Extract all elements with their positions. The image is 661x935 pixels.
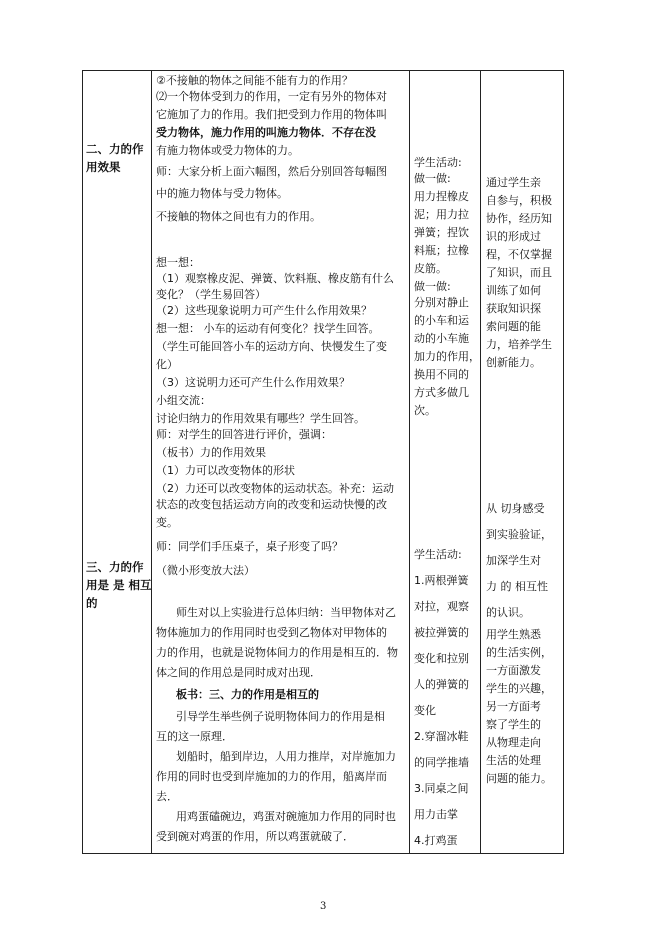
text-line: ②不接触的物体之间能不能有力的作用？ <box>156 74 353 87</box>
text-line: 想一想： 小车的运动有何变化？找学生回答。 <box>156 322 380 335</box>
text-line: 师生对以上实验进行总体归纳：当甲物体对乙 <box>176 606 396 619</box>
text-line: 用鸡蛋磕碗边，鸡蛋对碗施加力作用的同时也 <box>176 810 396 823</box>
activity-line: 弹簧；捏饮 <box>414 226 469 239</box>
text-line: 不接触的物体之间也有力的作用。 <box>156 210 321 223</box>
text-line: 划船时，船到岸边，人用力推岸，对岸施加力 <box>176 750 396 763</box>
intent-line: 加深学生对 <box>486 554 541 567</box>
intent-line: 自参与，积极 <box>486 194 552 207</box>
section-title-column <box>82 70 152 854</box>
activity-line: 学生活动: <box>414 156 462 169</box>
text-line: 有施力物体或受力物体的力。 <box>156 144 299 157</box>
text-line: 小组交流： <box>156 394 211 407</box>
intent-line: 协作，经历知 <box>486 212 552 225</box>
text-line: 状态的改变包括运动方向的改变和运动快慢的改 <box>156 498 387 511</box>
text-line: 物体施加力的作用同时也受到乙物体对甲物体的 <box>156 626 387 639</box>
text-line: （3）这说明力还可产生什么作用效果？ <box>156 376 350 389</box>
intent-line: 用学生熟悉 <box>486 628 541 641</box>
text-line: 引导学生举些例子说明物体间力的作用是相 <box>176 710 385 723</box>
activity-line: 动的小车施 <box>414 332 469 345</box>
text-line: 作用的同时也受到岸施加的力的作用，船离岸而 <box>156 770 387 783</box>
activity-line: 换用不同的 <box>414 368 469 381</box>
section3-title-line3: 的 <box>86 596 98 610</box>
intent-line: 从物理走向 <box>486 736 541 749</box>
section3-title-line1: 三、力的作 <box>86 560 144 574</box>
activity-line: 用力捏橡皮 <box>414 190 469 203</box>
activity-line: 变化 <box>414 704 436 717</box>
text-line: 化） <box>156 358 178 371</box>
text-line: 互的这一原理． <box>156 730 233 743</box>
intent-line: 从 切身感受 <box>486 502 545 515</box>
intent-line: 索问题的能 <box>486 320 541 333</box>
text-line: 力的作用，也就是说物体间力的作用是相互的．物 <box>156 646 398 659</box>
text-line: 变。 <box>156 516 178 529</box>
intent-line: 到实验验证， <box>486 528 552 541</box>
activity-line: 皮筋。 <box>414 262 447 275</box>
intent-line: 学生的兴趣， <box>486 682 552 695</box>
intent-line: 生活的处理 <box>486 754 541 767</box>
section3-title-line2: 用是 是 相互 <box>86 578 152 592</box>
text-line: 讨论归纳力的作用效果有哪些？学生回答。 <box>156 412 365 425</box>
text-line: （板书）力的作用效果 <box>156 446 266 459</box>
blackboard-heading: 板书：三、力的作用是相互的 <box>176 688 319 701</box>
activity-line: 学生活动: <box>414 548 462 561</box>
activity-line: 方式多做几 <box>414 386 469 399</box>
text-line: 变化？（学生易回答） <box>156 288 266 301</box>
intent-line: 训练了如何 <box>486 284 541 297</box>
text-line: 师：同学们手压桌子，桌子形变了吗？ <box>156 540 343 553</box>
activity-line: 的同学推墙 <box>414 756 469 769</box>
intent-line: 察了学生的 <box>486 718 541 731</box>
intent-line: 力，培养学生 <box>486 338 552 351</box>
activity-line: 做一做: <box>414 172 451 185</box>
activity-line: 3.同桌之间 <box>414 782 469 795</box>
text-line: 想一想： <box>156 256 200 269</box>
text-line: 体之间的作用总是同时成对出现． <box>156 666 321 679</box>
activity-line: 加力的作用， <box>414 350 480 363</box>
intent-line: 获取知识探 <box>486 302 541 315</box>
activity-line: 用力击掌 <box>414 808 458 821</box>
activity-line: 泥；用力拉 <box>414 208 469 221</box>
intent-line: 的生活实例， <box>486 646 552 659</box>
activity-line: 料瓶；拉橡 <box>414 244 469 257</box>
intent-line: 一方面激发 <box>486 664 541 677</box>
section2-title-line1: 二、力的作 <box>86 142 144 156</box>
text-line: （1）力可以改变物体的形状 <box>156 464 295 477</box>
page-number: 3 <box>320 901 327 912</box>
text-line: ⑵一个物体受到力的作用，一定有另外的物体对 <box>156 90 387 103</box>
text-line: 去． <box>156 790 178 803</box>
section2-title-line2: 用效果 <box>86 160 121 174</box>
intent-line: 问题的能力。 <box>486 772 552 785</box>
intent-line: 力 的 相互性 <box>486 580 548 593</box>
activity-line: 做一做: <box>414 280 451 293</box>
text-line: （2）这些现象说明力可产生什么作用效果？ <box>156 304 372 317</box>
activity-line: 分别对静止 <box>414 296 469 309</box>
activity-line: 对拉，观察 <box>414 600 469 613</box>
activity-line: 的小车和运 <box>414 314 469 327</box>
intent-line: 程，不仅掌握 <box>486 248 552 261</box>
text-line: 它施加了力的作用。我们把受到力作用的物体叫 <box>156 108 387 121</box>
intent-line: 创新能力。 <box>486 356 541 369</box>
intent-line: 识的形成过 <box>486 230 541 243</box>
activity-line: 变化和拉别 <box>414 652 469 665</box>
activity-line: 4.打鸡蛋 <box>414 834 458 847</box>
text-line-bold: 受力物体，施力作用的叫施力物体．不存在没 <box>156 126 376 139</box>
intent-line: 另一方面考 <box>486 700 541 713</box>
activity-line: 次。 <box>414 404 436 417</box>
text-line: 受到碗对鸡蛋的作用，所以鸡蛋就破了． <box>156 830 354 843</box>
activity-line: 人的弹簧的 <box>414 678 469 691</box>
text-line: 师：大家分析上面六幅图，然后分别回答每幅图 <box>156 165 387 178</box>
text-line: （学生可能回答小车的运动方向、快慢发生了变 <box>156 340 387 353</box>
activity-line: 被拉弹簧的 <box>414 626 469 639</box>
activity-line: 1.两根弹簧 <box>414 574 469 587</box>
intent-line: 的认识。 <box>486 606 530 619</box>
text-line: 中的施力物体与受力物体。 <box>156 187 288 200</box>
text-line: （微小形变放大法） <box>156 564 255 577</box>
intent-line: 通过学生亲 <box>486 176 541 189</box>
text-line: （1）观察橡皮泥、弹簧、饮料瓶、橡皮筋有什么 <box>156 272 394 285</box>
activity-line: 2.穿溜冰鞋 <box>414 730 469 743</box>
text-line: （2）力还可以改变物体的运动状态。补充：运动 <box>156 482 394 495</box>
text-line: 师：对学生的回答进行评价，强调： <box>156 428 332 441</box>
intent-line: 了知识，而且 <box>486 266 552 279</box>
